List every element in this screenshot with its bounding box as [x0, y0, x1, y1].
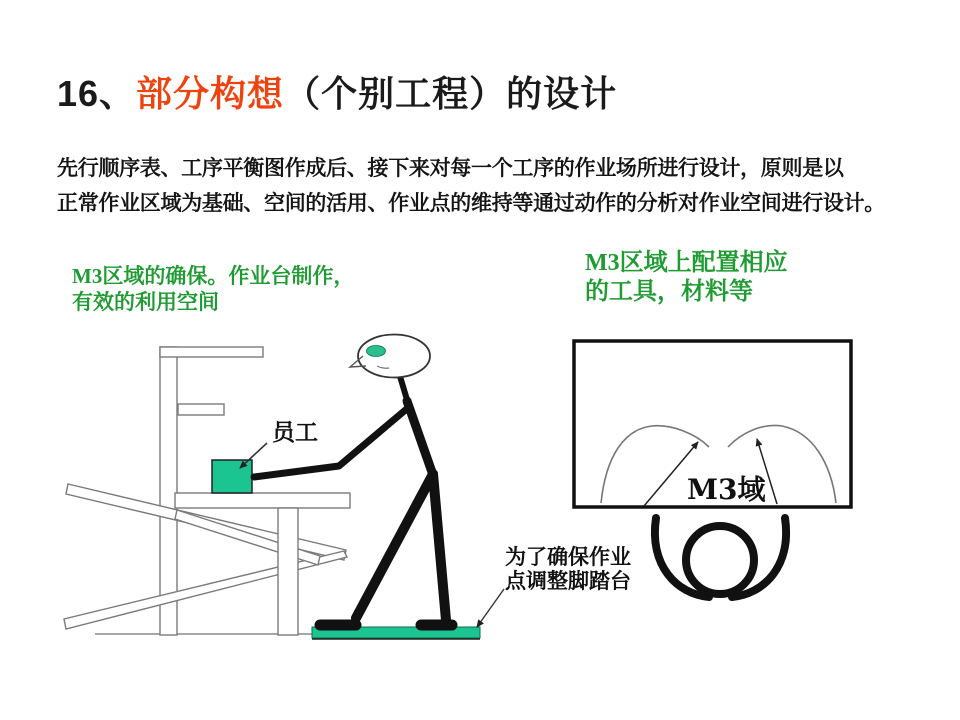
- right-caption-line-1: M3区域上配置相应: [585, 250, 788, 276]
- body-paragraph: [57, 151, 937, 221]
- left-caption: [72, 263, 354, 315]
- worker-head: [358, 335, 430, 378]
- footstool-label-arrow: [477, 589, 504, 627]
- right-caption: [585, 249, 788, 307]
- m3-zone-label: M3域: [687, 473, 766, 506]
- worker-label-arrow: [240, 443, 267, 468]
- table-leg: [278, 508, 298, 635]
- title-highlight: 部分构想: [136, 73, 285, 114]
- worker-label: 员工: [272, 419, 318, 445]
- bench-mid-shelf: [178, 404, 224, 415]
- right-caption-line-2: 的工具，材料等: [585, 279, 753, 305]
- page-title: [57, 66, 617, 117]
- worker-front-leg: [433, 474, 446, 620]
- worker-eye: [367, 346, 386, 357]
- footstool-label: [505, 545, 631, 593]
- footstool-label-line-1: 为了确保作业: [505, 545, 631, 569]
- worker-back-leg: [356, 474, 433, 618]
- left-caption-line-1: M3区域的确保。作业台制作，: [72, 264, 355, 288]
- title-rest: （个别工程）的设计: [284, 73, 618, 114]
- footstool-label-line-2: 点调整脚踏台: [505, 569, 631, 593]
- worker-torso: [407, 401, 433, 475]
- title-number: 16、: [57, 73, 137, 114]
- paragraph-line-2: 正常作业区域为基础、空间的活用、作业点的维持等通过动作的分析对作业空间进行设计。: [57, 191, 885, 215]
- operator-head: [686, 526, 754, 594]
- bench-top-shelf: [160, 347, 263, 357]
- operator-top-view: [655, 518, 786, 597]
- chute-bar-lower: [64, 551, 347, 629]
- paragraph-line-1: 先行顺序表、工序平衡图作成后、接下来对每一个工序的作业场所进行设计，原则是以: [57, 156, 844, 180]
- table-top: [175, 493, 350, 508]
- left-caption-line-2: 有效的利用空间: [72, 290, 219, 314]
- work-box: [212, 460, 252, 493]
- workbench-illustration: [40, 330, 550, 650]
